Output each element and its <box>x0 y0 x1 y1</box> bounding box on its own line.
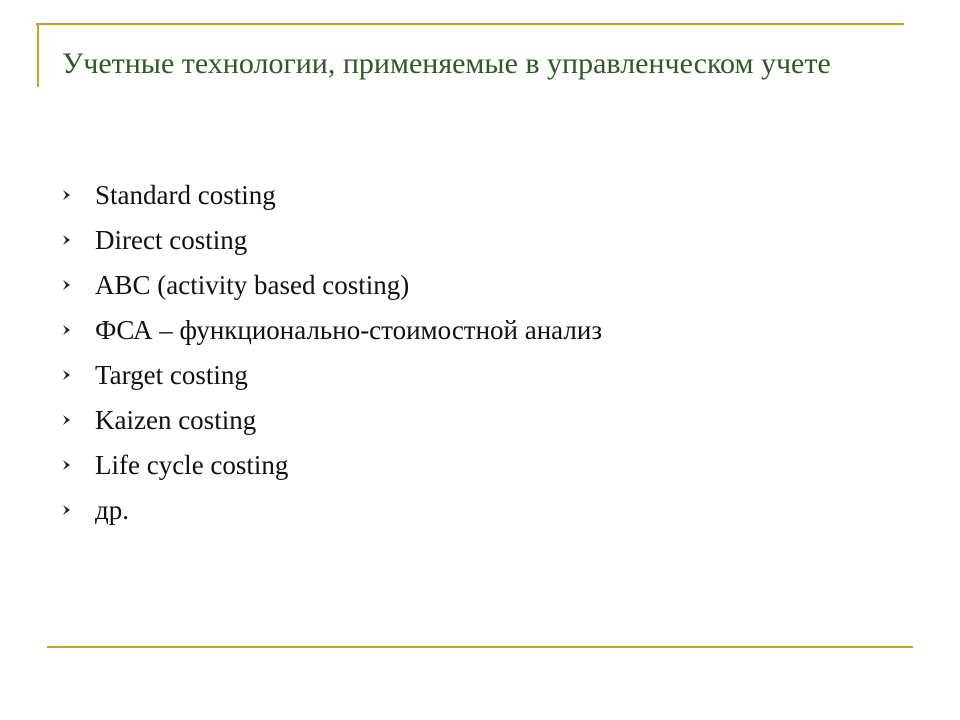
bullet-item <box>60 490 920 535</box>
chevron-right-icon <box>60 278 74 292</box>
bullet-text: ABC (activity based costing) <box>95 270 410 300</box>
bullet-text: др. <box>95 495 129 525</box>
bullet-text: Target costing <box>95 360 248 390</box>
chevron-right-icon <box>60 233 74 247</box>
top-divider <box>36 23 904 25</box>
chevron-right-icon <box>60 323 74 337</box>
bullet-item <box>60 220 920 265</box>
chevron-right-icon <box>60 368 74 382</box>
bullet-text: Standard costing <box>95 180 276 210</box>
bullet-item <box>60 445 920 490</box>
left-divider <box>37 23 39 87</box>
bullet-item <box>60 355 920 400</box>
bullet-text: Kaizen costing <box>95 405 257 435</box>
bullet-item <box>60 175 920 220</box>
chevron-right-icon <box>60 413 74 427</box>
bullet-text: ФСА – функционально-стоимостной анализ <box>95 315 602 345</box>
chevron-right-icon <box>60 503 74 517</box>
bullet-list <box>60 175 920 535</box>
bullet-text: Life cycle costing <box>95 450 289 480</box>
bullet-item <box>60 310 920 355</box>
slide-title: Учетные технологии, применяемые в управленческом учете <box>62 47 831 80</box>
chevron-right-icon <box>60 188 74 202</box>
bullet-item <box>60 400 920 445</box>
bullet-item <box>60 265 920 310</box>
bottom-divider <box>47 646 913 648</box>
chevron-right-icon <box>60 458 74 472</box>
bullet-text: Direct costing <box>95 225 248 255</box>
